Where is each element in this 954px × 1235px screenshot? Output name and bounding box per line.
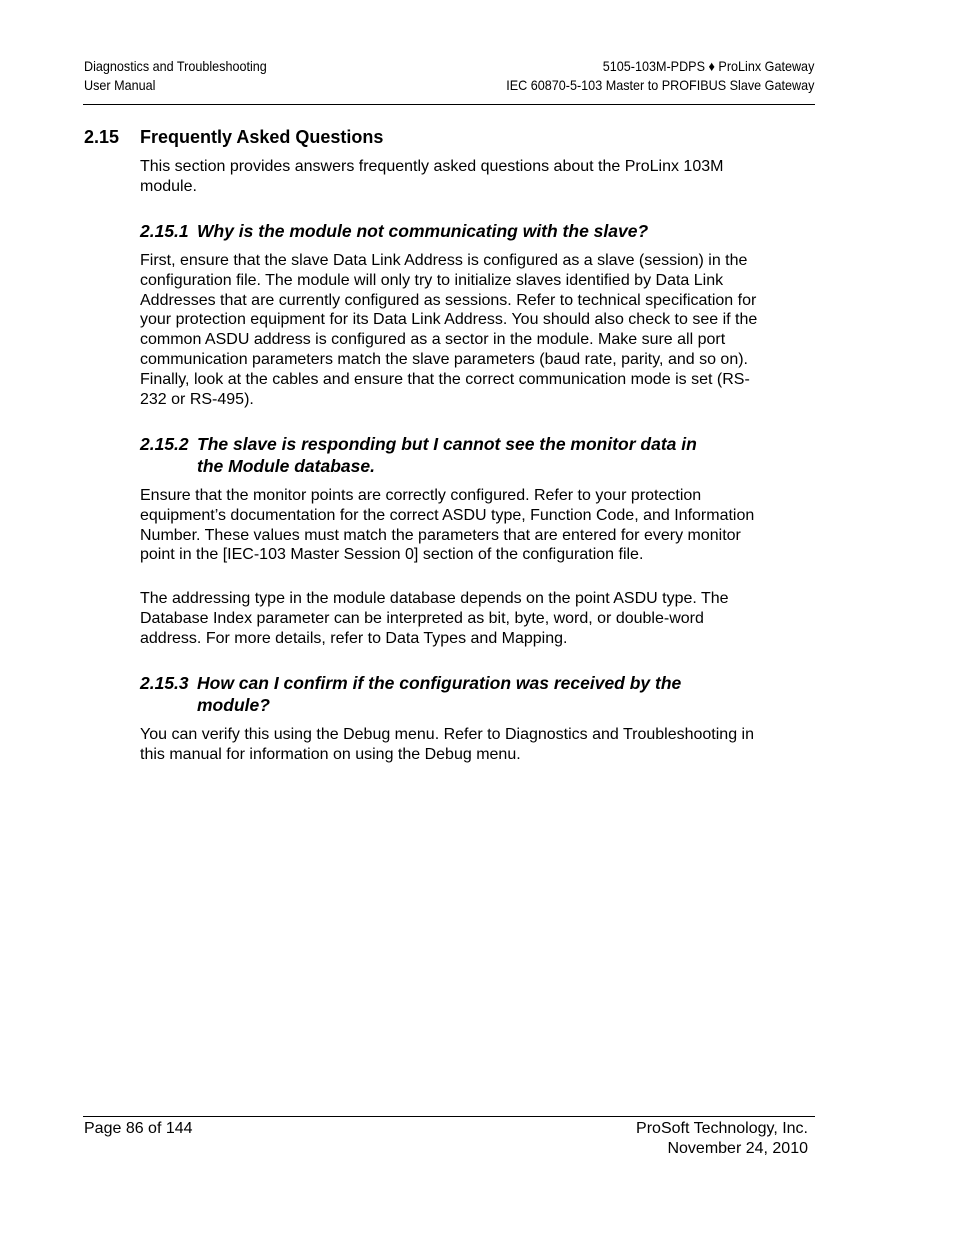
question-title: The slave is responding but I cannot see the monitor data in <box>197 434 697 454</box>
page-header-right <box>506 57 814 95</box>
header-product: 5105-103M-PDPS ♦ ProLinx Gateway <box>602 58 814 74</box>
header-doc-type: User Manual <box>84 77 156 93</box>
question-title-continued: the Module database. <box>197 455 375 476</box>
section-number: 2.15 <box>84 127 120 147</box>
question-number: 2.15.2 <box>140 434 189 454</box>
question-title-continued: module? <box>197 694 270 715</box>
question-number: 2.15.1 <box>140 221 189 241</box>
answer-paragraph: First, ensure that the slave Data Link Address is configured as a slave (session) in the configuration file. The module will only try to initialize slaves identified by Data Link Addresses that are currently configured as sessions. Refer to technical specification for your protection equipment for its Data Link Address. You should also check to see if the common ASDU address is configured as a sector in the module. Make sure all port communication parameters match the slave parameters (baud rate, parity, and so on). Finally, look at the cables and ensure that the correct communication mode is set (RS-232 or RS-495). <box>140 252 758 408</box>
page-header-left <box>84 57 267 95</box>
section-intro: This section provides answers frequently asked questions about the ProLinx 103M module. <box>140 158 724 195</box>
question-title: Why is the module not communicating with the slave? <box>197 221 649 241</box>
section-heading <box>84 126 383 148</box>
question-heading-1 <box>140 221 780 243</box>
footer-divider <box>83 1116 815 1117</box>
question-number: 2.15.3 <box>140 673 189 693</box>
header-product-desc: IEC 60870-5-103 Master to PROFIBUS Slave Gateway <box>505 77 814 93</box>
question-heading-2 <box>140 434 780 477</box>
section-title: Frequently Asked Questions <box>140 127 384 147</box>
answer-paragraph: The addressing type in the module database depends on the point ASDU type. The Database Index parameter can be interpreted as bit, byte, word, or double-word address. For more details, refer to Data Types and Mapping. <box>140 590 729 647</box>
page-number: Page 86 of 144 <box>84 1120 193 1137</box>
footer-date: November 24, 2010 <box>667 1140 808 1157</box>
header-divider <box>83 104 815 105</box>
question-heading-3 <box>140 673 780 716</box>
page-footer-right <box>636 1119 808 1159</box>
footer-company: ProSoft Technology, Inc. <box>636 1120 808 1137</box>
answer-paragraph: You can verify this using the Debug menu. Refer to Diagnostics and Troubleshooting in this manual for information on using the Debug menu. <box>140 726 754 763</box>
header-chapter: Diagnostics and Troubleshooting <box>84 58 267 74</box>
question-title: How can I confirm if the configuration was received by the <box>197 673 682 693</box>
answer-paragraph: Ensure that the monitor points are correctly configured. Refer to your protection equipment’s documentation for the correct ASDU type, Function Code, and Information Number. These values must match the parameters that are entered for every monitor point in the [IEC-103 Master Session 0] section of the configuration file. <box>140 487 755 564</box>
